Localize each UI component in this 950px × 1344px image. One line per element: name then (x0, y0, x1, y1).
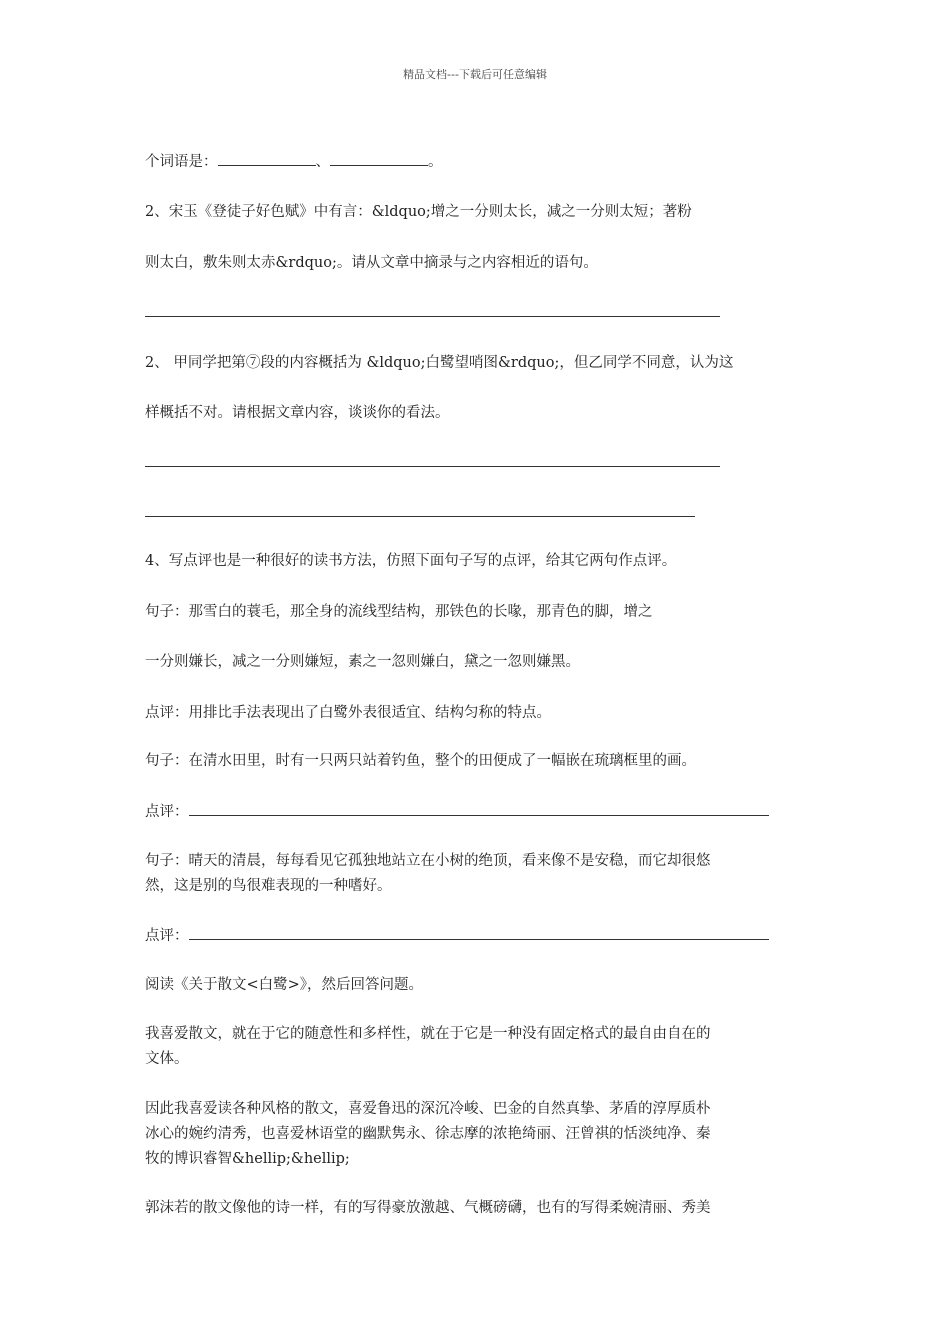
text-line-11 (145, 802, 769, 821)
text-line-1-sep: 、 (315, 154, 330, 170)
comment-answer-blank-2[interactable] (189, 926, 769, 940)
text-line-20: 牧的博识睿智&hellip;&hellip; (145, 1151, 350, 1167)
text-line-1-prefix: 个词语是： (145, 154, 218, 170)
text-line-19: 冰心的婉约清秀，也喜爱林语堂的幽默隽永、徐志摩的浓艳绮丽、汪曾祺的恬淡纯净、秦 (145, 1126, 711, 1142)
answer-line-1[interactable] (145, 316, 720, 317)
answer-line-2[interactable] (145, 466, 720, 467)
text-line-7: 句子：那雪白的蓑毛，那全身的流线型结构，那铁色的长喙，那青色的脚，增之 (145, 604, 653, 620)
answer-blank-1[interactable] (218, 152, 316, 166)
comment-label-2: 点评： (145, 928, 189, 944)
text-line-16: 我喜爱散文，就在于它的随意性和多样性，就在于它是一种没有固定格式的最自由自在的 (145, 1026, 711, 1042)
comment-label-1: 点评： (145, 804, 189, 820)
text-line-18: 因此我喜爱读各种风格的散文，喜爱鲁迅的深沉冷峻、巴金的自然真挚、茅盾的淳厚质朴 (145, 1101, 711, 1117)
comment-answer-blank-1[interactable] (189, 802, 769, 816)
text-line-1-end: 。 (428, 154, 443, 170)
text-line-14 (145, 926, 769, 945)
text-line-2: 2、宋玉《登徒子好色赋》中有言：&ldquo;增之一分则太长，减之一分则太短；著粉 (145, 204, 692, 220)
text-line-15: 阅读《关于散文<白鹭>》，然后回答问题。 (145, 977, 424, 993)
text-line-9: 点评：用排比手法表现出了白鹭外表很适宜、结构匀称的特点。 (145, 705, 551, 721)
text-line-1 (145, 152, 443, 171)
text-line-21: 郭沫若的散文像他的诗一样，有的写得豪放激越、气概磅礴，也有的写得柔婉清丽、秀美 (145, 1200, 711, 1216)
text-line-17: 文体。 (145, 1051, 189, 1067)
answer-line-3[interactable] (145, 516, 695, 517)
text-line-8: 一分则嫌长，减之一分则嫌短，素之一忽则嫌白，黛之一忽则嫌黑。 (145, 654, 580, 670)
text-line-6: 4、写点评也是一种很好的读书方法，仿照下面句子写的点评，给其它两句作点评。 (145, 553, 677, 569)
text-line-12: 句子：晴天的清晨，每每看见它孤独地站立在小树的绝顶，看来像不是安稳，而它却很悠 (145, 853, 711, 869)
text-line-13: 然，这是别的鸟很难表现的一种嗜好。 (145, 878, 392, 894)
text-line-10: 句子：在清水田里，时有一只两只站着钓鱼，整个的田便成了一幅嵌在琉璃框里的画。 (145, 753, 696, 769)
page-header: 精品文档---下载后可任意编辑 (403, 68, 547, 81)
text-line-4: 2、 甲同学把第⑦段的内容概括为 &ldquo;白鹭望哨图&rdquo;，但乙同学不同意，认为这 (145, 355, 734, 371)
text-line-5: 样概括不对。请根据文章内容，谈谈你的看法。 (145, 405, 450, 421)
answer-blank-2[interactable] (330, 152, 428, 166)
text-line-3: 则太白，敷朱则太赤&rdquo;。请从文章中摘录与之内容相近的语句。 (145, 255, 598, 271)
